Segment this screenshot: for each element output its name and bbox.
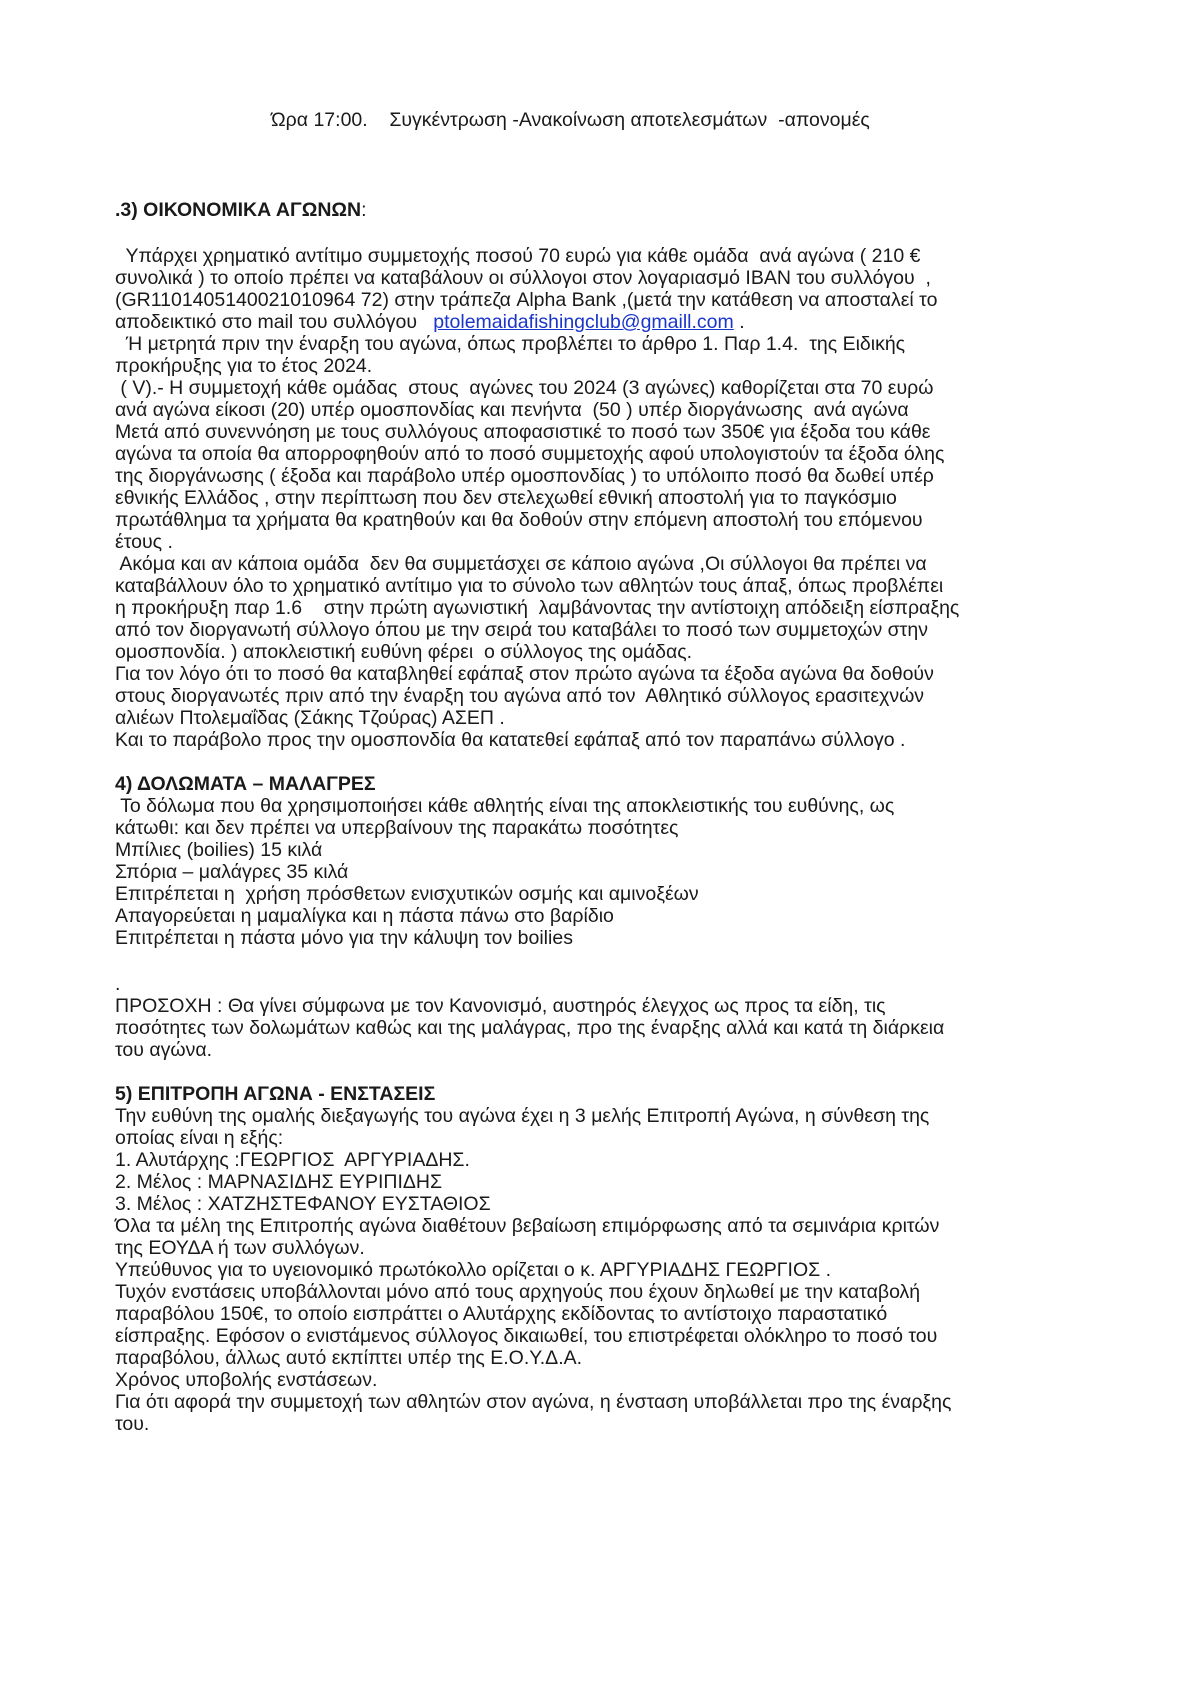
section-3-line: της διοργάνωσης ( έξοδα και παράβολο υπέρ ομοσπονδίας ) το υπόλοιπο ποσό θα δωθεί υπέρ xyxy=(115,465,934,487)
email-line-suffix: . xyxy=(733,311,745,333)
section-3-line: από τον διοργανωτή σύλλογο όπου με την σειρά του καταβάλει το ποσό των συμμετοχών στην xyxy=(115,619,928,641)
section-3-line: ανά αγώνα είκοσι (20) υπέρ ομοσπονδίας και πενήντα (50 ) υπέρ διοργάνωσης ανά αγώνα xyxy=(115,399,909,421)
section-4-line: κάτωθι: και δεν πρέπει να υπερβαίνουν της παρακάτω ποσότητες xyxy=(115,817,679,839)
section-5-line: οποίας είναι η εξής: xyxy=(115,1127,284,1149)
section-3-line: καταβάλλουν όλο το χρηματικό αντίτιμο για το σύνολο των αθλητών τους άπαξ, όπως προβλέπει xyxy=(115,575,944,597)
section-5-line: Τυχόν ενστάσεις υποβάλλονται μόνο από τους αρχηγούς που έχουν δηλωθεί με την καταβολή xyxy=(115,1281,921,1303)
section-5-heading: 5) ΕΠΙΤΡΟΠΗ ΑΓΩΝΑ - ΕΝΣΤΑΣΕΙΣ xyxy=(115,1083,436,1105)
section-5-line: είσπραξης. Εφόσον ο ενιστάμενος σύλλογος δικαιωθεί, του επιστρέφεται ολόκληρο το ποσό του xyxy=(115,1325,938,1347)
section-3-line: αλιέων Πτολεμαΐδας (Σάκης Τζούρας) ΑΣΕΠ . xyxy=(115,707,505,729)
section-5-line: του. xyxy=(115,1413,150,1435)
email-line-prefix: αποδεικτικό στο mail του συλλόγου xyxy=(115,311,434,333)
section-4-line: Το δόλωμα που θα χρησιμοποιήσει κάθε αθλητής είναι της αποκλειστικής του ευθύνης, ως xyxy=(115,795,895,817)
section-3-line: Μετά από συνεννόηση με τους συλλόγους αποφασιστικέ το ποσό των 350€ για έξοδα του κάθε xyxy=(115,421,931,443)
section-4-heading: 4) ΔΟΛΩΜΑΤΑ – ΜΑΛΑΓΡΕΣ xyxy=(115,773,376,795)
section-3-line: ( V).- Η συμμετοχή κάθε ομάδας στους αγώνες του 2024 (3 αγώνες) καθορίζεται στα 70 ευρώ xyxy=(115,377,934,399)
schedule-line: Ώρα 17:00. Συγκέντρωση -Ανακοίνωση αποτελεσμάτων -απονομές xyxy=(271,109,870,131)
section-5-line: της ΕΟΥΔΑ ή των συλλόγων. xyxy=(115,1237,365,1259)
section-4-line: Μπίλιες (boilies) 15 κιλά xyxy=(115,839,323,861)
section-3-line: πρωτάθλημα τα χρήματα θα κρατηθούν και θα δοθούν στην επόμενη αποστολή του επόμενου xyxy=(115,509,923,531)
section-3-line: η προκήρυξη παρ 1.6 στην πρώτη αγωνιστική λαμβάνοντας την αντίστοιχη απόδειξη είσπραξης xyxy=(115,597,960,619)
section-5-line: Όλα τα μέλη της Επιτροπής αγώνα διαθέτουν βεβαίωση επιμόρφωσης από τα σεμινάρια κριτών xyxy=(115,1215,940,1237)
section-5-line: παραβόλου, άλλως αυτό εκπίπτει υπέρ της Ε.Ο.Υ.Δ.Α. xyxy=(115,1347,583,1369)
section-3-line: ομοσπονδία. ) αποκλειστική ευθύνη φέρει ο σύλλογος της ομάδας. xyxy=(115,641,693,663)
section-3-line: Και το παράβολο προς την ομοσπονδία θα κατατεθεί εφάπαξ από τον παραπάνω σύλλογο . xyxy=(115,729,906,751)
section-5-line: παραβόλου 150€, το οποίο εισπράττει ο Αλυτάρχης εκδίδοντας το αντίστοιχο παραστατικό xyxy=(115,1303,888,1325)
section-3-line: Υπάρχει χρηματικό αντίτιμο συμμετοχής ποσού 70 ευρώ για κάθε ομάδα ανά αγώνα ( 210 € xyxy=(115,245,921,267)
section-3-line: Ή μετρητά πριν την έναρξη του αγώνα, όπως προβλέπει το άρθρο 1. Παρ 1.4. της Ειδικής xyxy=(115,333,906,355)
section-4-line: Επιτρέπεται η πάστα μόνο για την κάλυψη τον boilies xyxy=(115,927,573,949)
section-3-line: στους διοργανωτές πριν από την έναρξη του αγώνα από τον Αθλητικό σύλλογος ερασιτεχνών xyxy=(115,685,925,707)
section-3-line: εθνικής Ελλάδος , στην περίπτωση που δεν στελεχωθεί εθνική αποστολή για το παγκόσμιο xyxy=(115,487,897,509)
section-3-line: Για τον λόγο ότι το ποσό θα καταβληθεί εφάπαξ στον πρώτο αγώνα τα έξοδα αγώνα θα δοθούν xyxy=(115,663,934,685)
section-5-line: Χρόνος υποβολής ενστάσεων. xyxy=(115,1369,378,1391)
committee-member: 2. Μέλος : ΜΑΡΝΑΣΙΔΗΣ ΕΥΡΙΠΙΔΗΣ xyxy=(115,1171,443,1193)
section-4-line: Επιτρέπεται η χρήση πρόσθετων ενισχυτικών οσμής και αμινοξέων xyxy=(115,883,699,905)
warning-line: του αγώνα. xyxy=(115,1039,213,1061)
section-3-heading-colon: : xyxy=(361,199,367,221)
section-3-email-line xyxy=(115,310,745,334)
warning-line: ΠΡΟΣΟΧΗ : Θα γίνει σύμφωνα με τον Κανονισμό, αυστηρός έλεγχος ως προς τα είδη, τις xyxy=(115,995,886,1017)
section-3-heading xyxy=(115,198,367,222)
section-3-line: Ακόμα και αν κάποια ομάδα δεν θα συμμετάσχει σε κάποιο αγώνα ,Οι σύλλογοι θα πρέπει να xyxy=(115,553,927,575)
committee-member: 3. Μέλος : ΧΑΤΖΗΣΤΕΦΑΝΟΥ ΕΥΣΤΑΘΙΟΣ xyxy=(115,1193,491,1215)
section-3-line: αγώνα τα οποία θα απορροφηθούν από το ποσό συμμετοχής αφού υπολογιστούν τα έξοδα όλης xyxy=(115,443,945,465)
section-3-line: συνολικά ) το οποίο πρέπει να καταβάλουν οι σύλλογοι στον λογαριασμό IBAN του συλλόγου , xyxy=(115,267,931,289)
club-email-link[interactable]: ptolemaidafishingclub@gmaill.com xyxy=(433,311,734,333)
section-5-line: Για ότι αφορά την συμμετοχή των αθλητών στον αγώνα, η ένσταση υποβάλλεται προ της έναρξης xyxy=(115,1391,952,1413)
section-4-dot: . xyxy=(115,973,121,995)
section-3-line: έτους . xyxy=(115,531,173,553)
section-5-line: Την ευθύνη της ομαλής διεξαγωγής του αγώνα έχει η 3 μελής Επιτροπή Αγώνα, η σύνθεση της xyxy=(115,1105,930,1127)
section-3-heading-text: .3) ΟΙΚΟΝΟΜΙΚΑ ΑΓΩΝΩΝ xyxy=(115,199,362,221)
warning-line: ποσότητες των δολωμάτων καθώς και της μαλάγρας, προ της έναρξης αλλά και κατά τη διάρκεια xyxy=(115,1017,945,1039)
committee-member: 1. Αλυτάρχης :ΓΕΩΡΓΙΟΣ ΑΡΓΥΡΙΑΔΗΣ. xyxy=(115,1149,470,1171)
section-4-line: Σπόρια – μαλάγρες 35 κιλά xyxy=(115,861,349,883)
section-3-line: προκήρυξης για το έτος 2024. xyxy=(115,355,373,377)
section-4-line: Απαγορεύεται η μαμαλίγκα και η πάστα πάνω στο βαρίδιο xyxy=(115,905,614,927)
section-5-line: Υπεύθυνος για το υγειονομικό πρωτόκολλο ορίζεται ο κ. ΑΡΓΥΡΙΑΔΗΣ ΓΕΩΡΓΙΟΣ . xyxy=(115,1259,832,1281)
section-3-line: (GR1101405140021010964 72) στην τράπεζα Alpha Bank ,(μετά την κατάθεση να αποσταλεί το xyxy=(115,289,938,311)
